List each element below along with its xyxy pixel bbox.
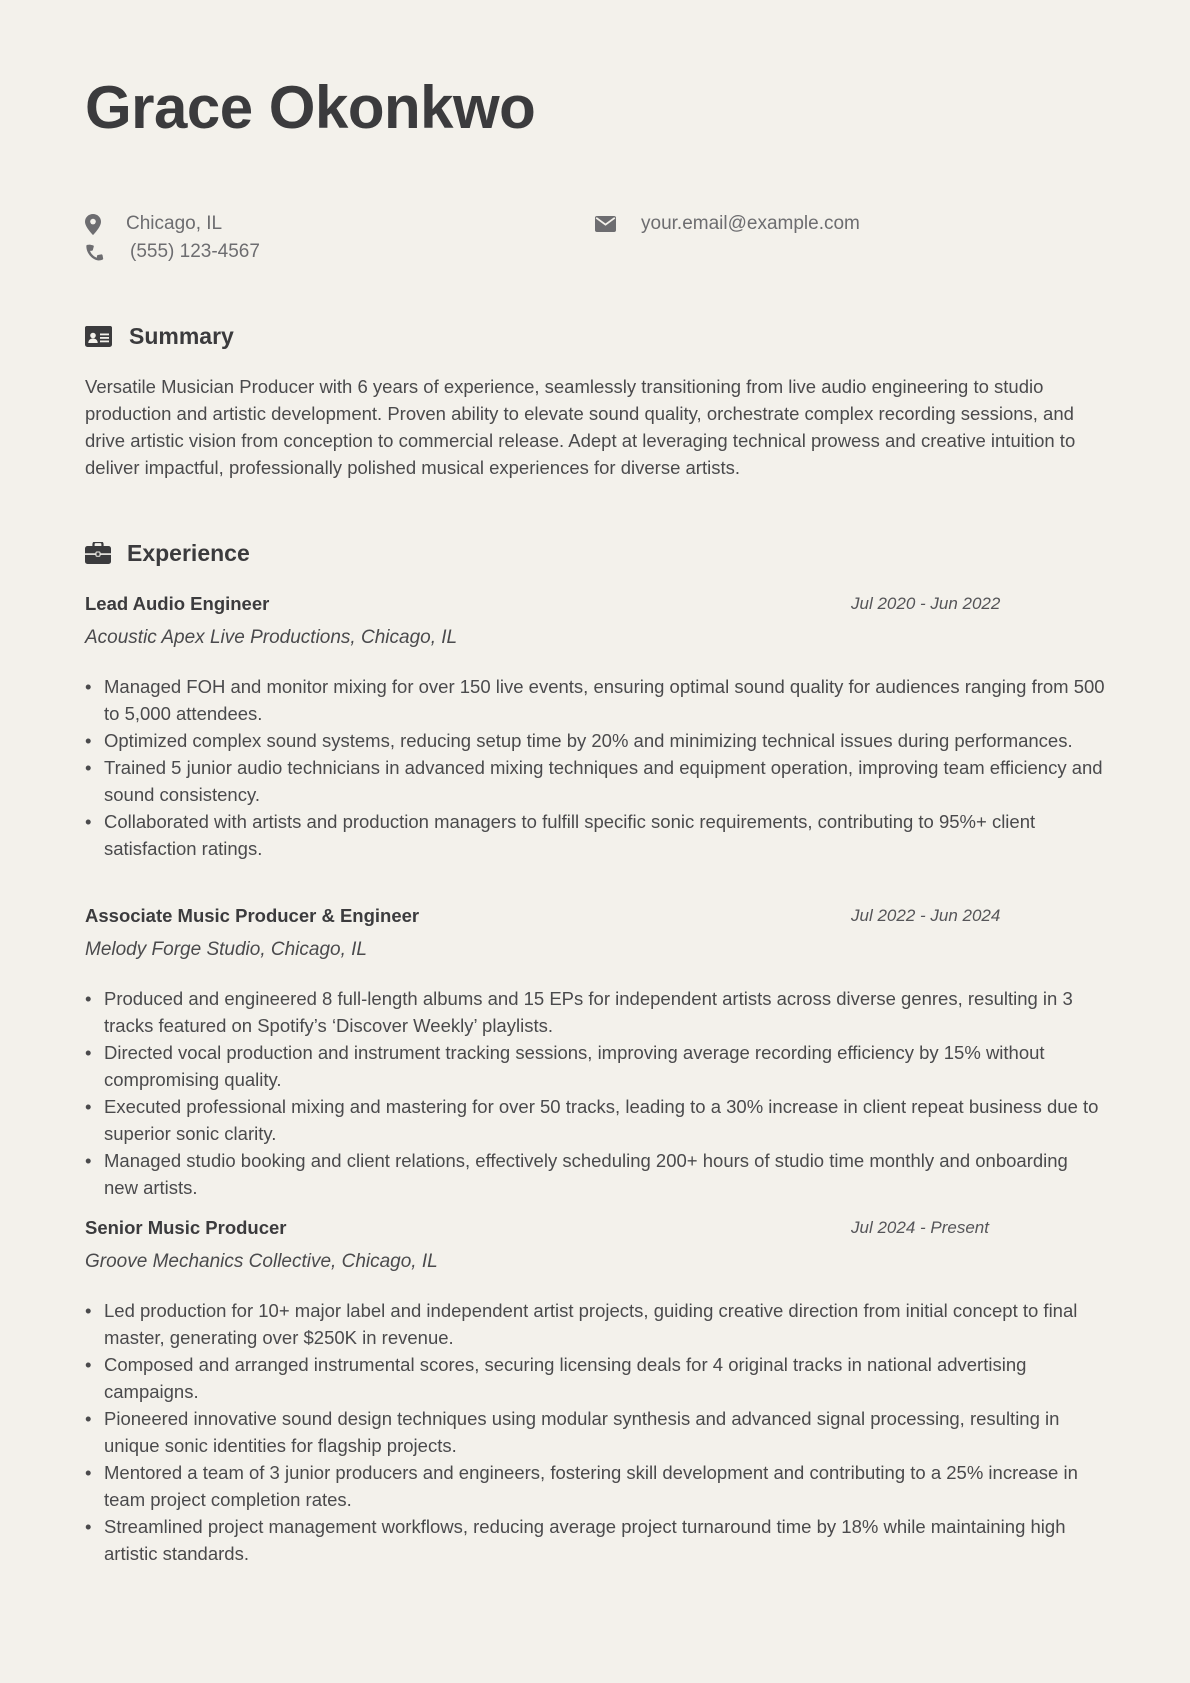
job-title: Senior Music Producer — [85, 1217, 287, 1238]
job-bullet: • Mentored a team of 3 junior producers and engineers, fostering skill development and contributing to a 25% increase in team project completion rates. — [85, 1459, 1105, 1513]
contact-phone — [85, 240, 260, 264]
job-bullets — [85, 1297, 1105, 1567]
phone-text: (555) 123-4567 — [130, 241, 260, 262]
summary-text: Versatile Musician Producer with 6 years of experience, seamlessly transitioning from live audio engineering to studio production and artistic development. Proven ability to elevate sound quality, orchestrate complex recording sessions, and drive artistic vision from conception to commercial release. Adept at leveraging technical prowess and creative intuition to deliver impactful, professionally polished musical experiences for diverse artists. — [85, 376, 1076, 478]
job-bullet: • Directed vocal production and instrument tracking sessions, improving average recording efficiency by 15% without compromising quality. — [85, 1039, 1105, 1093]
phone-icon — [85, 241, 107, 263]
id-card-icon — [85, 324, 113, 348]
job-bullet: • Executed professional mixing and mastering for over 50 tracks, leading to a 30% increase in client repeat business due to superior sonic clarity. — [85, 1093, 1105, 1147]
job-bullet: • Pioneered innovative sound design techniques using modular synthesis and advanced signal processing, resulting in unique sonic identities for flagship projects. — [85, 1405, 1105, 1459]
location-text: Chicago, IL — [126, 213, 223, 234]
job-bullet: • Streamlined project management workflows, reducing average project turnaround time by 18% while maintaining high artistic standards. — [85, 1513, 1105, 1567]
job-bullets — [85, 985, 1105, 1201]
job-bullet: • Produced and engineered 8 full-length albums and 15 EPs for independent artists across diverse genres, resulting in 3 tracks featured on Spotify’s ‘Discover Weekly’ playlists. — [85, 985, 1105, 1039]
job-dates: Jul 2022 - Jun 2024 — [851, 906, 1001, 925]
section-heading-experience — [85, 539, 250, 567]
job-bullet: • Composed and arranged instrumental scores, securing licensing deals for 4 original tracks in national advertising campaigns. — [85, 1351, 1105, 1405]
job-bullet: • Managed studio booking and client relations, effectively scheduling 200+ hours of studio time monthly and onboarding new artists. — [85, 1147, 1105, 1201]
email-link[interactable]: your.email@example.com — [641, 213, 860, 234]
job-title: Associate Music Producer & Engineer — [85, 905, 420, 926]
envelope-icon — [595, 213, 617, 235]
candidate-name: Grace Okonkwo — [85, 74, 536, 141]
job-bullet: • Led production for 10+ major label and independent artist projects, guiding creative direction from initial concept to final master, generating over $250K in revenue. — [85, 1297, 1105, 1351]
section-heading-summary — [85, 322, 234, 350]
job-dates: Jul 2024 - Present — [851, 1218, 989, 1237]
map-marker-icon — [85, 213, 107, 235]
contact-email — [595, 212, 860, 236]
job-bullet: • Optimized complex sound systems, reducing setup time by 20% and minimizing technical issues during performances. — [85, 727, 1105, 754]
briefcase-icon — [85, 541, 113, 565]
job-dates: Jul 2020 - Jun 2022 — [851, 594, 1001, 613]
job-company: Groove Mechanics Collective, Chicago, IL — [85, 1251, 438, 1272]
job-bullet: • Collaborated with artists and production managers to fulfill specific sonic requirements, contributing to 95%+ client satisfaction ratings. — [85, 808, 1105, 862]
job-bullet: • Trained 5 junior audio technicians in advanced mixing techniques and equipment operation, improving team efficiency and sound consistency. — [85, 754, 1105, 808]
job-title: Lead Audio Engineer — [85, 593, 270, 614]
job-bullet: • Managed FOH and monitor mixing for over 150 live events, ensuring optimal sound quality for audiences ranging from 500 to 5,000 attendees. — [85, 673, 1105, 727]
job-bullets — [85, 673, 1105, 862]
experience-heading-label: Experience — [127, 540, 250, 566]
contact-location — [85, 212, 222, 236]
job-company: Acoustic Apex Live Productions, Chicago, IL — [85, 627, 458, 648]
resume-page — [85, 0, 1105, 1683]
summary-heading-label: Summary — [129, 323, 234, 349]
job-company: Melody Forge Studio, Chicago, IL — [85, 939, 367, 960]
